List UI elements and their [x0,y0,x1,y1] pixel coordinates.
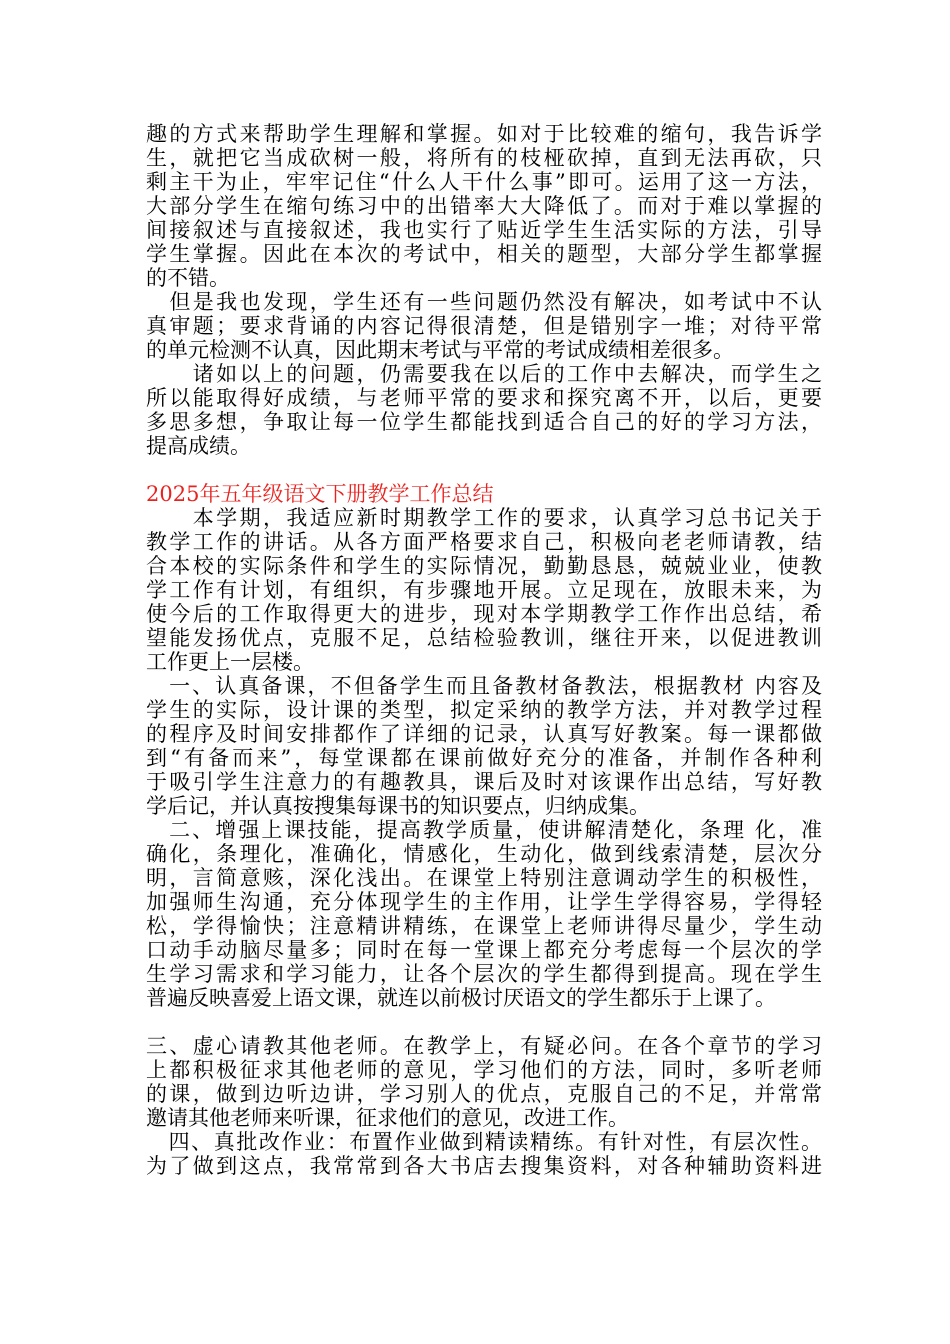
paragraph [146,362,822,458]
text-line: 工作更上一层楼。 [146,650,314,674]
paragraph [146,1130,822,1178]
paragraph [146,818,822,1010]
text-line: 学工作有计划，有组织，有步骤地开展。立足现在，放眼未来，为 [146,578,822,602]
text-line: 提高成绩。 [146,434,251,458]
text-line: 但是我也发现，学生还有一些问题仍然没有解决，如考试中不认 [146,290,822,314]
text-line: 生学习需求和学习能力，让各个层次的学生都得到提高。现在学生 [146,962,822,986]
text-line: 合本校的实际条件和学生的实际情况，勤勤恳恳，兢兢业业，使教 [146,554,822,578]
text-line: 邀请其他老师来听课，征求他们的意见，改进工作。 [146,1106,629,1130]
document-page [146,122,822,1178]
text-line: 口动手动脑尽量多；同时在每一堂课上都充分考虑每一个层次的学 [146,938,822,962]
text-line: 于吸引学生注意力的有趣教具，课后及时对该课作出总结，写好教 [146,770,822,794]
text-line: 望能发扬优点，克服不足，总结检验教训，继往开来，以促进教训 [146,626,822,650]
text-line: 到“有备而来”，每堂课都在课前做好充分的准备，并制作各种利 [146,746,822,770]
blank-line [146,1010,822,1034]
text-line: 为了做到这点，我常常到各大书店去搜集资料，对各种辅助资料进 [146,1154,822,1178]
text-line: 的单元检测不认真，因此期末考试与平常的考试成绩相差很多。 [146,338,734,362]
text-line: 松，学得愉快；注意精讲精练，在课堂上老师讲得尽量少，学生动 [146,914,822,938]
text-line: 剩主干为止，牢牢记住“什么人干什么事”即可。运用了这一方法， [146,170,822,194]
text-line: 普遍反映喜爱上语文课，就连以前极讨厌语文的学生都乐于上课了。 [146,986,776,1010]
blank-line [146,458,822,482]
text-line: 的课，做到边听边讲，学习别人的优点，克服自己的不足，并常常 [146,1082,822,1106]
text-line: 明，言简意赅，深化浅出。在课堂上特别注意调动学生的积极性， [146,866,822,890]
text-line: 学生掌握。因此在本次的考试中，相关的题型，大部分学生都掌握 [146,242,822,266]
text-line: 使今后的工作取得更大的进步，现对本学期教学工作作出总结，希 [146,602,822,626]
text-line: 确化，条理化，准确化，情感化，生动化，做到线索清楚，层次分 [146,842,822,866]
text-line: 学后记，并认真按搜集每课书的知识要点，归纳成集。 [146,794,650,818]
text-line: 四、真批改作业：布置作业做到精读精练。有针对性，有层次性。 [146,1130,822,1154]
text-line: 多思多想，争取让每一位学生都能找到适合自己的好的学习方法， [146,410,822,434]
text-line: 所以能取得好成绩，与老师平常的要求和探究离不开，以后，更要 [146,386,822,410]
text-line: 的程序及时间安排都作了详细的记录，认真写好教案。每一课都做 [146,722,822,746]
text-line: 大部分学生在缩句练习中的出错率大大降低了。而对于难以掌握的 [146,194,822,218]
text-line: 真审题；要求背诵的内容记得很清楚，但是错别字一堆；对待平常 [146,314,822,338]
paragraph [146,290,822,362]
text-line: 趣的方式来帮助学生理解和掌握。如对于比较难的缩句，我告诉学 [146,122,822,146]
text-line: 一、认真备课，不但备学生而且备教材备教法，根据教材 内容及 [146,674,822,698]
text-line: 上都积极征求其他老师的意见，学习他们的方法，同时，多听老师 [146,1058,822,1082]
text-line: 加强师生沟通，充分体现学生的主作用，让学生学得容易，学得轻 [146,890,822,914]
paragraph [146,1034,822,1130]
document-title: 2025年五年级语文下册教学工作总结 [146,482,494,506]
text-line: 学生的实际，设计课的类型，拟定采纳的教学方法，并对教学过程 [146,698,822,722]
text-line: 生，就把它当成砍树一般，将所有的枝桠砍掉，直到无法再砍，只 [146,146,822,170]
text-line: 间接叙述与直接叙述，我也实行了贴近学生生活实际的方法，引导 [146,218,822,242]
text-line: 三、虚心请教其他老师。在教学上，有疑必问。在各个章节的学习 [146,1034,822,1058]
paragraph [146,506,822,674]
paragraph [146,122,822,290]
text-line: 教学工作的讲话。从各方面严格要求自己，积极向老老师请教，结 [146,530,822,554]
text-line: 本学期，我适应新时期教学工作的要求，认真学习总书记关于 [146,506,822,530]
paragraph [146,674,822,818]
text-line: 二、增强上课技能，提高教学质量，使讲解清楚化，条理 化，准 [146,818,822,842]
text-line: 的不错。 [146,266,230,290]
text-line: 诸如以上的问题，仍需要我在以后的工作中去解决，而学生之 [146,362,822,386]
